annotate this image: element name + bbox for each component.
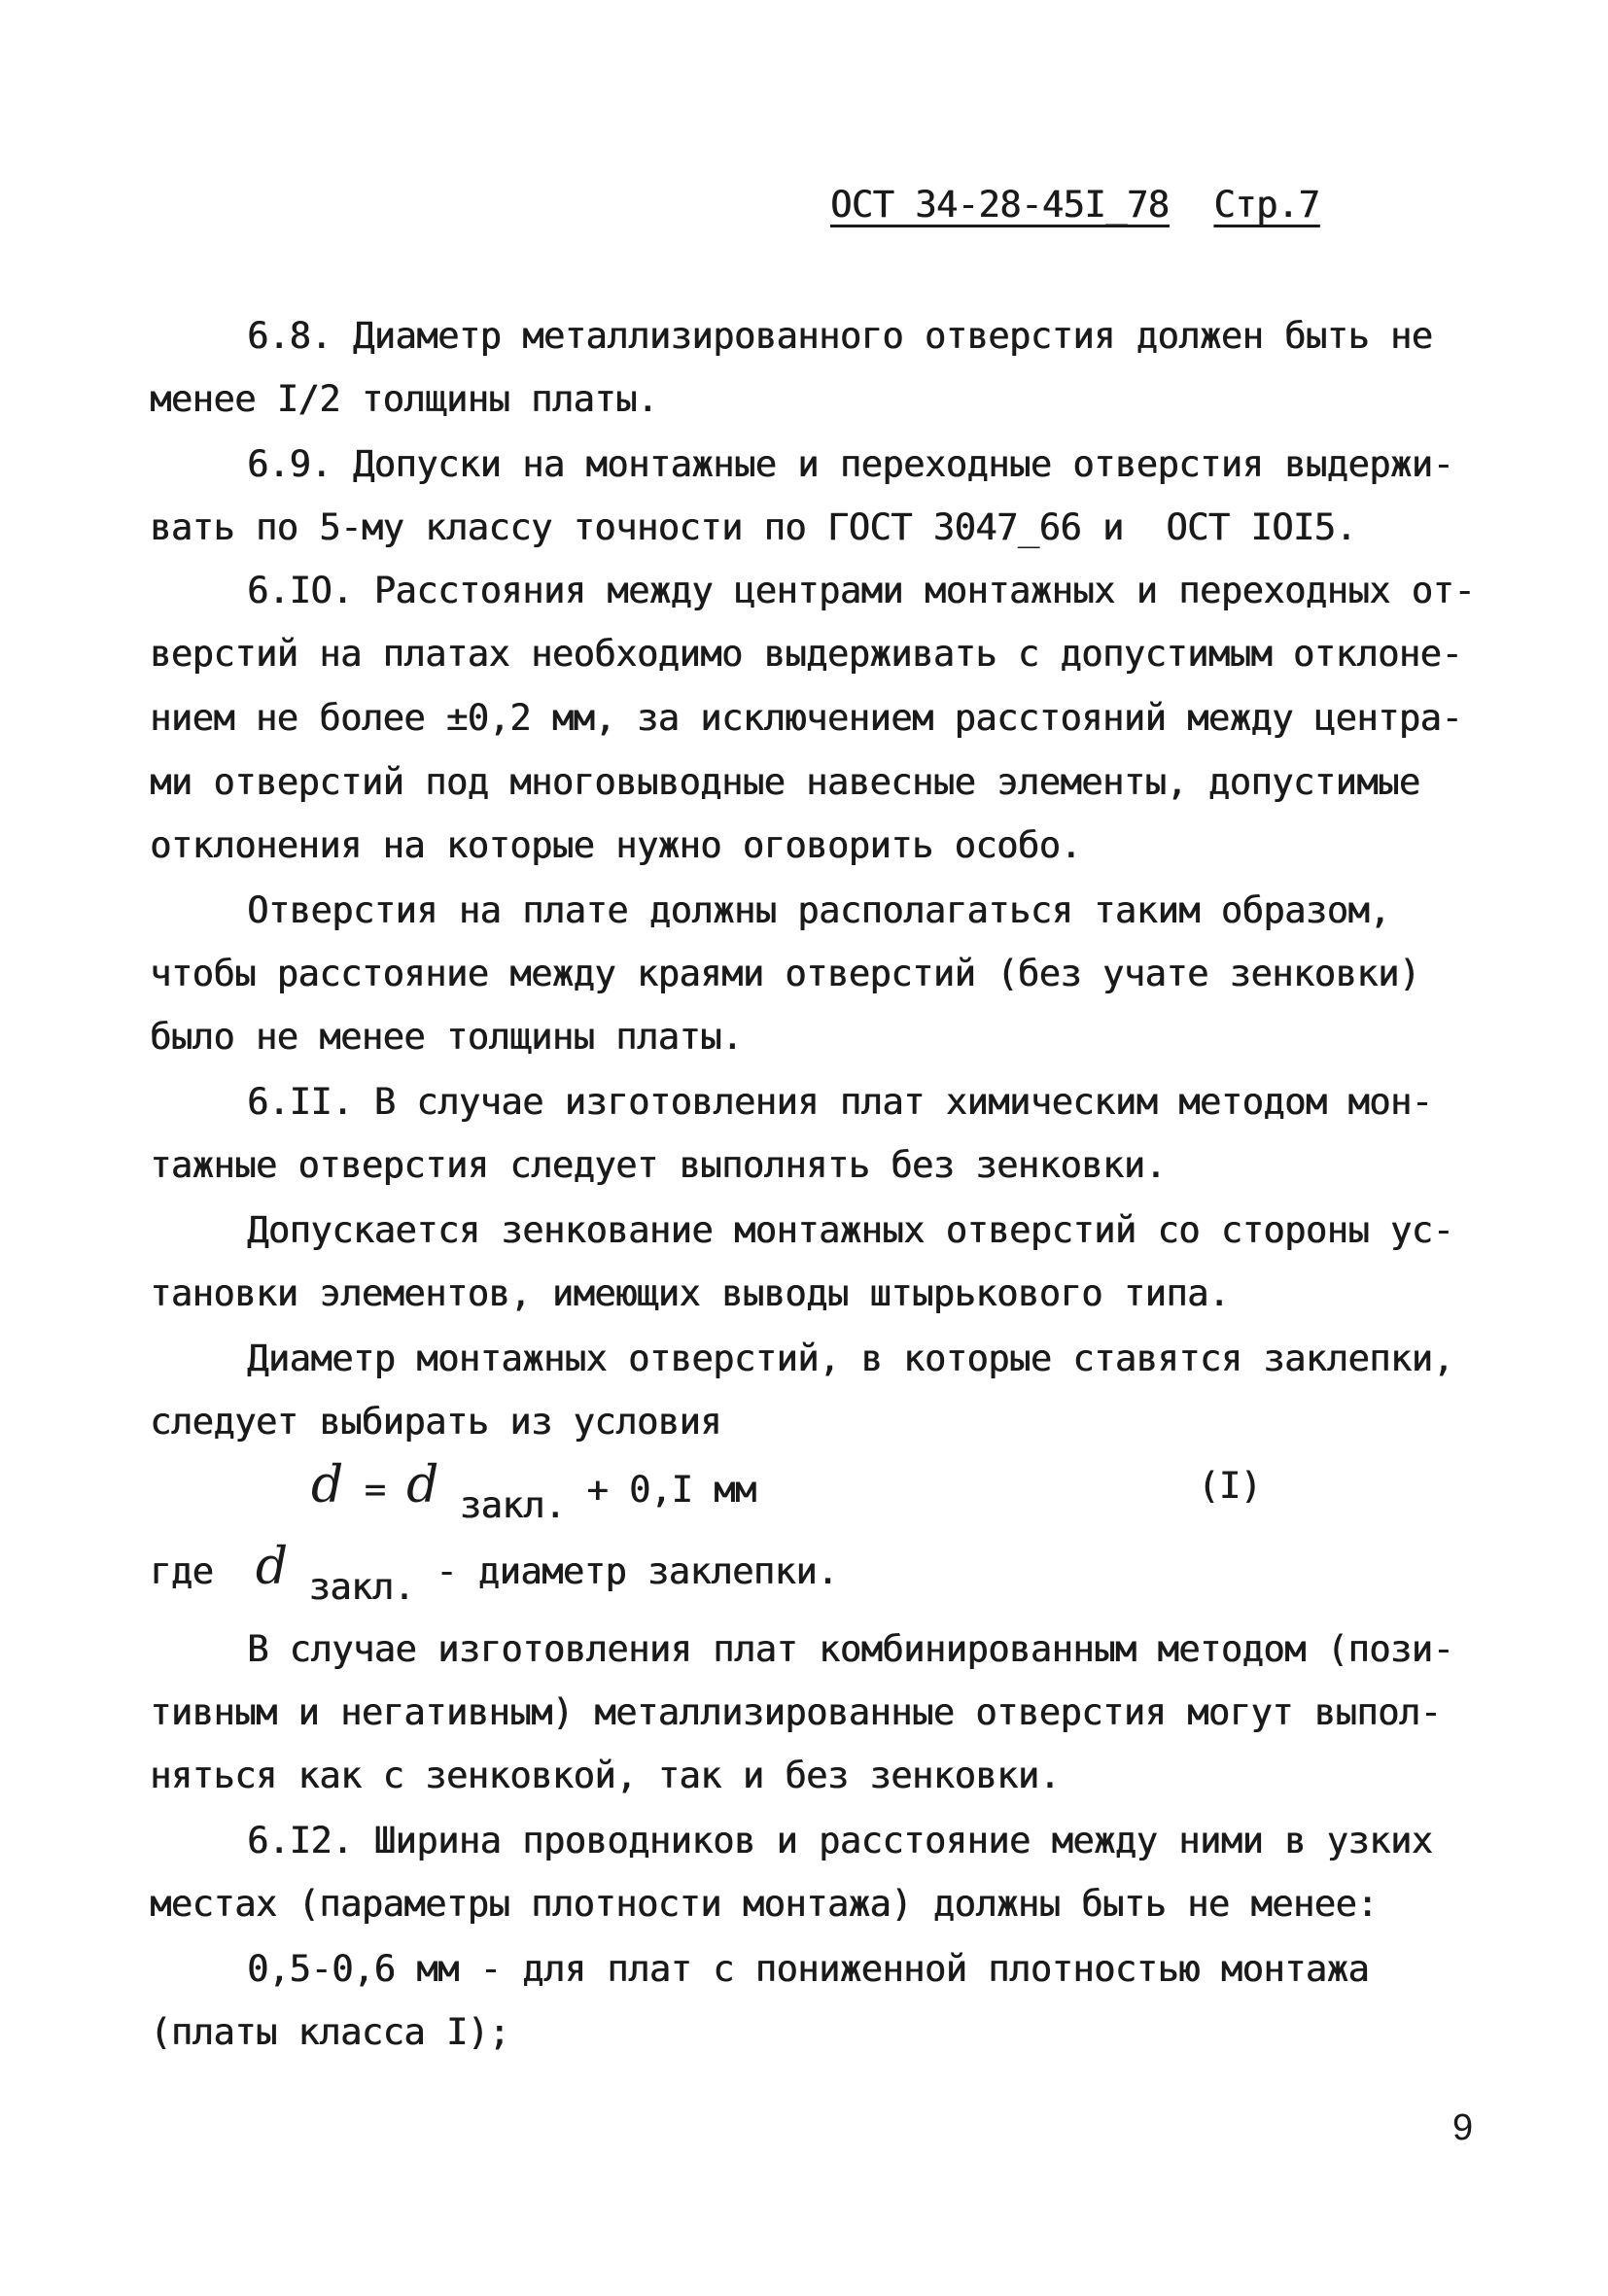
page-header bbox=[830, 184, 1320, 226]
paragraph-rivet-line-2: следует выбирать из условия bbox=[150, 1401, 721, 1443]
paragraph-holes-line-2: чтобы расстояние между краями отверстий (без учате зенковки) bbox=[150, 953, 1420, 994]
paragraph-6-10-line-4: ми отверстий под многовыводные навесные элементы, допустимые bbox=[150, 761, 1420, 803]
paragraph-6-12-line-3: 0,5-0,6 мм - для плат с пониженной плотностью монтажа bbox=[247, 1948, 1370, 1990]
formula-symbol-d-rivet: d bbox=[406, 1456, 438, 1514]
paragraph-combined-line-3: няться как с зенковкой, так и без зенковки. bbox=[150, 1755, 1061, 1796]
paragraph-combined-line-2: тивным и негативным) металлизированные отверстия могут выпол- bbox=[150, 1691, 1442, 1733]
paragraph-6-10-line-5: отклонения на которые нужно оговорить особо. bbox=[150, 824, 1082, 866]
page-label: Стр.7 bbox=[1213, 184, 1320, 226]
formula-symbol-d: d bbox=[311, 1456, 343, 1514]
where-word: где bbox=[150, 1550, 214, 1592]
formula-number: (I) bbox=[1198, 1465, 1262, 1507]
paragraph-6-10-line-2: верстий на платах необходимо выдерживать с допустимым отклоне- bbox=[150, 633, 1463, 675]
paragraph-6-10-line-3: нием не более ±0,2 мм, за исключением расстояний между центра- bbox=[150, 697, 1463, 739]
formula-equals: = bbox=[364, 1469, 386, 1511]
formula-addend: + 0,I мм bbox=[586, 1469, 756, 1511]
paragraph-countersink-line-2: тановки элементов, имеющих выводы штырькового типа. bbox=[150, 1272, 1230, 1314]
document-code: ОСТ 34-28-45I_78 bbox=[830, 184, 1170, 226]
paragraph-6-12-line-1: 6.I2. Ширина проводников и расстояние между ними в узких bbox=[247, 1820, 1433, 1861]
paragraph-holes-line-3: было не менее толщины платы. bbox=[150, 1016, 743, 1058]
formula-subscript: закл. bbox=[459, 1484, 566, 1526]
where-line bbox=[150, 1538, 838, 1608]
paragraph-countersink-line-1: Допускается зенкование монтажных отверстий со стороны ус- bbox=[247, 1209, 1454, 1251]
paragraph-6-8-line-2: менее I/2 толщины платы. bbox=[150, 378, 658, 420]
paragraph-6-12-line-2: местах (параметры плотности монтажа) должны быть не менее: bbox=[150, 1883, 1379, 1925]
rivet-formula bbox=[311, 1456, 756, 1526]
paragraph-rivet-line-1: Диаметр монтажных отверстий, в которые ставятся заклепки, bbox=[247, 1338, 1454, 1379]
where-symbol-d: d bbox=[255, 1538, 288, 1596]
paragraph-6-9-line-2: вать по 5-му классу точности по ГОСТ 3047_66 и ОСТ IОI5. bbox=[150, 506, 1357, 548]
paragraph-6-10-line-1: 6.IО. Расстояния между центрами монтажных и переходных от- bbox=[247, 570, 1476, 611]
where-description: - диаметр заклепки. bbox=[436, 1550, 838, 1592]
page-number: 9 bbox=[1452, 2107, 1474, 2148]
paragraph-holes-line-1: Отверстия на плате должны располагаться таким образом, bbox=[247, 889, 1390, 931]
paragraph-6-8-line-1: 6.8. Диаметр металлизированного отверстия должен быть не bbox=[247, 315, 1433, 357]
where-subscript: закл. bbox=[308, 1566, 415, 1608]
paragraph-6-9-line-1: 6.9. Допуски на монтажные и переходные отверстия выдержи- bbox=[247, 443, 1454, 485]
paragraph-6-11-line-1: 6.II. В случае изготовления плат химическим методом мон- bbox=[247, 1081, 1433, 1123]
paragraph-combined-line-1: В случае изготовления плат комбинированным методом (пози- bbox=[247, 1628, 1454, 1670]
paragraph-6-12-line-4: (платы класса I); bbox=[150, 2011, 510, 2053]
paragraph-6-11-line-2: тажные отверстия следует выполнять без зенковки. bbox=[150, 1144, 1167, 1186]
